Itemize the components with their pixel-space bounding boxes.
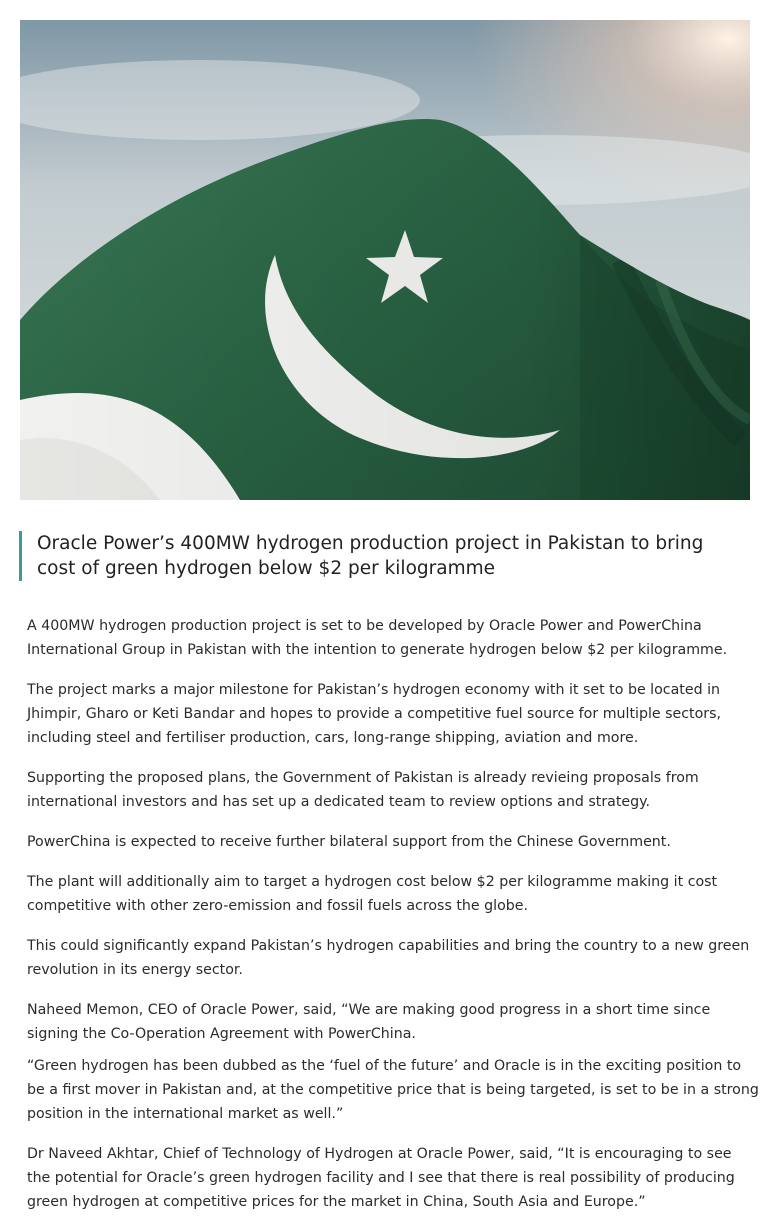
hero-image (20, 20, 750, 500)
paragraph: PowerChina is expected to receive further bilateral support from the Chinese Government. (27, 834, 671, 850)
paragraph: Naheed Memon, CEO of Oracle Power, said, “We are making good progress in a short time since signing the Co-Operation Agreement with PowerChina. (27, 1002, 711, 1042)
headline-text: Oracle Power’s 400MW hydrogen production project in Pakistan to bring cost of green hydrogen below $2 per kilogramme (37, 533, 704, 579)
paragraph: The plant will additionally aim to target a hydrogen cost below $2 per kilogramme making it cost competitive with other zero-emission and fossil fuels across the globe. (27, 874, 718, 914)
paragraph: “Green hydrogen has been dubbed as the ‘fuel of the future’ and Oracle is in the exciting position to be a first mover in Pakistan and, at the competitive price that is being targeted, is set to be in a strong position in the international market as well.” (27, 1058, 759, 1122)
paragraph: Dr Naveed Akhtar, Chief of Technology of Hydrogen at Oracle Power, said, “It is encouraging to see the potential for Oracle’s green hydrogen facility and I see that there is real possibility of producing green hydrogen at competitive prices for the market in China, South Asia and Europe.” (27, 1146, 735, 1210)
paragraph: This could significantly expand Pakistan’s hydrogen capabilities and bring the country to a new green revolution in its energy sector. (27, 938, 750, 978)
paragraph: The project marks a major milestone for Pakistan’s hydrogen economy with it set to be located in Jhimpir, Gharo or Keti Bandar and hopes to provide a competitive fuel source for multiple sectors, including steel and fertiliser production, cars, long-range shipping, aviation and more. (27, 682, 722, 746)
paragraph: Supporting the proposed plans, the Government of Pakistan is already revieing proposals from international investors and has set up a dedicated team to review options and strategy. (27, 770, 699, 810)
article-body (27, 614, 759, 1214)
pakistan-flag-illustration (20, 20, 750, 500)
paragraph: A 400MW hydrogen production project is set to be developed by Oracle Power and PowerChina International Group in Pakistan with the intention to generate hydrogen below $2 per kilogramme. (27, 618, 728, 658)
article-headline (19, 531, 737, 581)
